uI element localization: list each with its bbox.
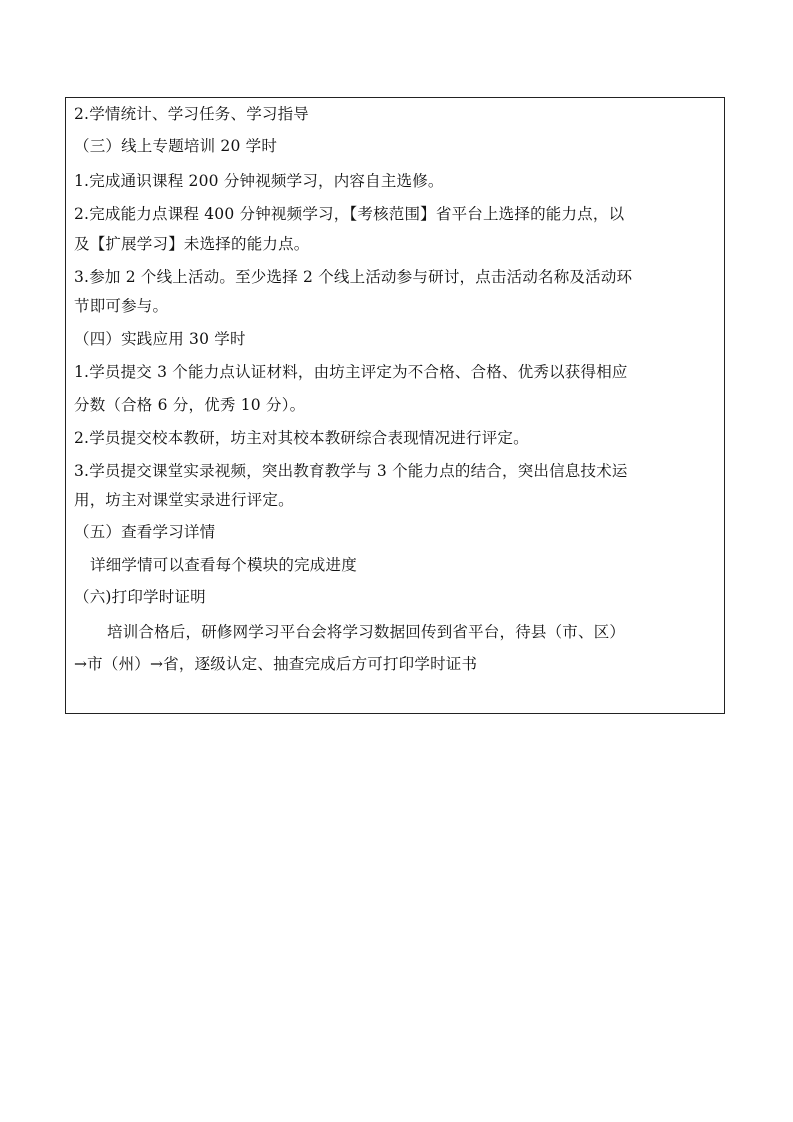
text-line-5: 及【扩展学习】未选择的能力点。 [74, 235, 310, 253]
text-line-4: 2.完成能力点课程 400 分钟视频学习，【考核范围】省平台上选择的能力点，以 [74, 205, 625, 223]
text-line-11: 2.学员提交校本教研，坊主对其校本教研综合表现情况进行评定。 [74, 429, 529, 447]
text-line-17: 培训合格后，研修网学习平台会将学习数据回传到省平台，待县（市、区） [107, 623, 626, 641]
text-line-7: 节即可参与。 [74, 297, 169, 315]
text-line-18: →市（州）→省，逐级认定、抽查完成后方可打印学时证书 [74, 655, 478, 673]
text-line-12: 3.学员提交课堂实录视频，突出教育教学与 3 个能力点的结合，突出信息技术运 [74, 462, 628, 480]
text-line-15: 详细学情可以查看每个模块的完成进度 [90, 556, 357, 574]
section-heading-6: （六)打印学时证明 [74, 588, 206, 606]
section-heading-4: （四）实践应用 30 学时 [74, 330, 246, 348]
section-heading-3: （三）线上专题培训 20 学时 [74, 137, 278, 155]
text-line-13: 用，坊主对课堂实录进行评定。 [74, 491, 294, 509]
section-heading-5: （五）查看学习详情 [74, 523, 216, 541]
text-line-1: 2.学情统计、学习任务、学习指导 [74, 105, 309, 123]
text-line-6: 3.参加 2 个线上活动。至少选择 2 个线上活动参与研讨，点击活动名称及活动环 [74, 268, 633, 286]
text-line-9: 1.学员提交 3 个能力点认证材料，由坊主评定为不合格、合格、优秀以获得相应 [74, 363, 628, 381]
text-line-10: 分数（合格 6 分，优秀 10 分）。 [74, 396, 306, 414]
text-line-3: 1.完成通识课程 200 分钟视频学习，内容自主选修。 [74, 172, 444, 190]
